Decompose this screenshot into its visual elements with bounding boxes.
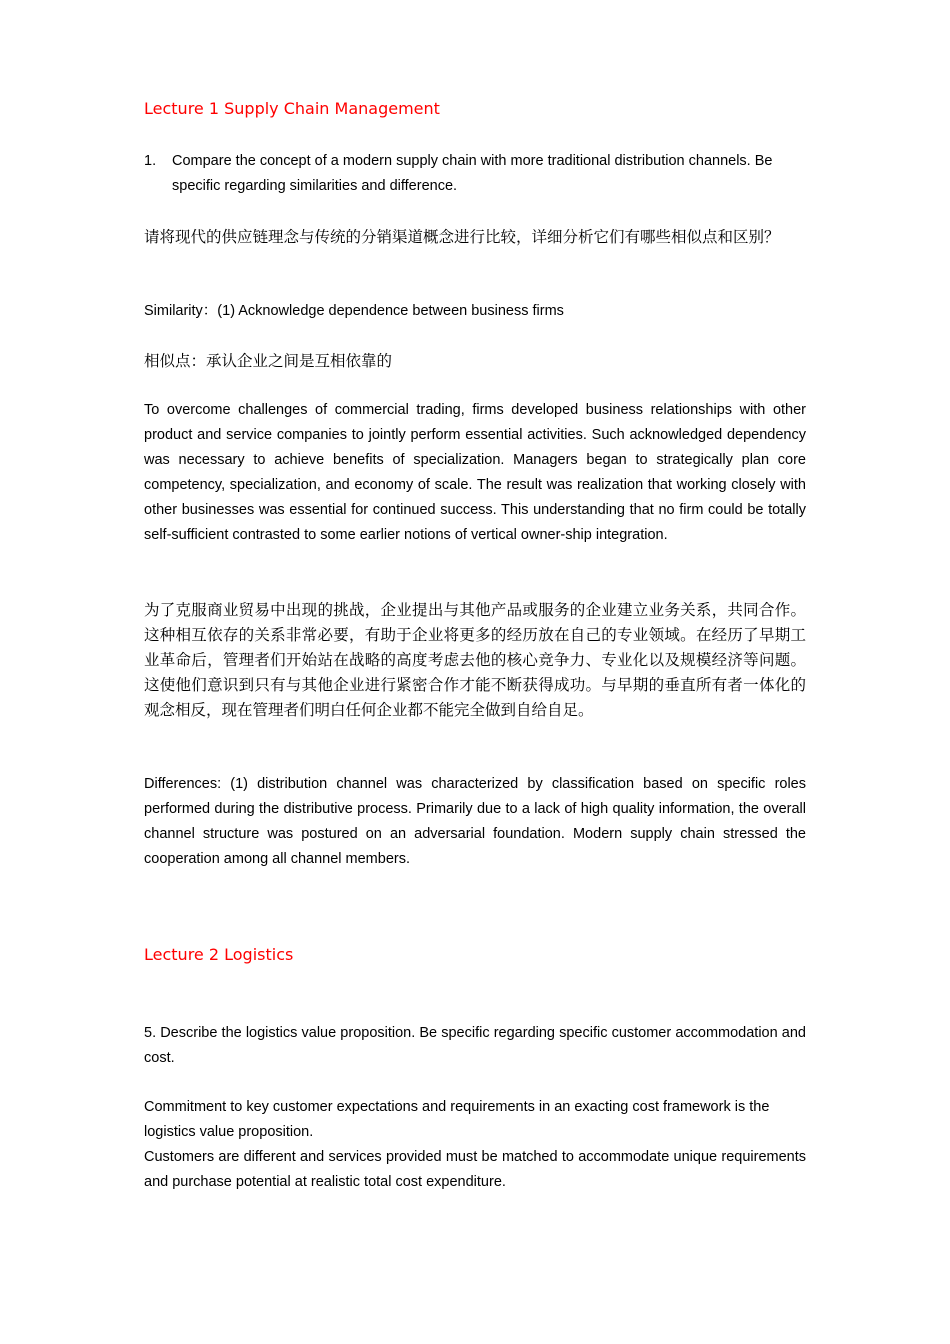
lecture-2-heading: Lecture 2 Logistics <box>144 945 294 964</box>
question-chinese: 请将现代的供应链理念与传统的分销渠道概念进行比较，详细分析它们有哪些相似点和区别？ <box>144 228 780 246</box>
lecture-2-question: 5. Describe the logistics value proposition. Be specific regarding specific customer accommodation and cost. <box>144 1025 806 1066</box>
lecture-1-heading: Lecture 1 Supply Chain Management <box>144 99 440 118</box>
question-text: Compare the concept of a modern supply chain with more traditional distribution channels. Be specific regarding similarities and difference. <box>172 153 773 194</box>
lecture-2-answer-2: Customers are different and services provided must be matched to accommodate unique requirements and purchase potential at realistic total cost expenditure. <box>144 1149 806 1190</box>
similarity-chinese: 相似点：承认企业之间是互相依靠的 <box>144 352 393 370</box>
paragraph-english: To overcome challenges of commercial trading, firms developed business relationships with other product and service companies to jointly perform essential activities. Such acknowledged dependency was necessary to achieve benefits of specialization. Managers began to strategically plan core competency, specialization, and economy of scale. The result was realization that working closely with other businesses was essential for continued success. This understanding that no firm could be totally self-sufficient contrasted to some earlier notions of vertical owner-ship integration. <box>144 402 806 543</box>
lecture-2-answer-1: Commitment to key customer expectations and requirements in an exacting cost framework is the logistics value proposition. <box>144 1099 770 1140</box>
paragraph-chinese: 为了克服商业贸易中出现的挑战，企业提出与其他产品或服务的企业建立业务关系，共同合作。这种相互依存的关系非常必要，有助于企业将更多的经历放在自己的专业领域。在经历了早期工业革命后，管理者们开始站在战略的高度考虑去他的核心竞争力、专业化以及规模经济等问题。这使他们意识到只有与其他企业进行紧密合作才能不断获得成功。与早期的垂直所有者一体化的观念相反，现在管理者们明白任何企业都不能完全做到自给自足。 <box>144 601 806 719</box>
similarity-line: Similarity：(1) Acknowledge dependence between business firms <box>144 303 564 319</box>
differences-paragraph: Differences: (1) distribution channel was characterized by classification based on specific roles performed during the distributive process. Primarily due to a lack of high quality information, the overall channel structure was postured on an adversarial foundation. Modern supply chain stressed the cooperation among all channel members. <box>144 776 806 867</box>
question-number: 1. <box>144 153 157 169</box>
lecture-1-question <box>144 149 806 199</box>
